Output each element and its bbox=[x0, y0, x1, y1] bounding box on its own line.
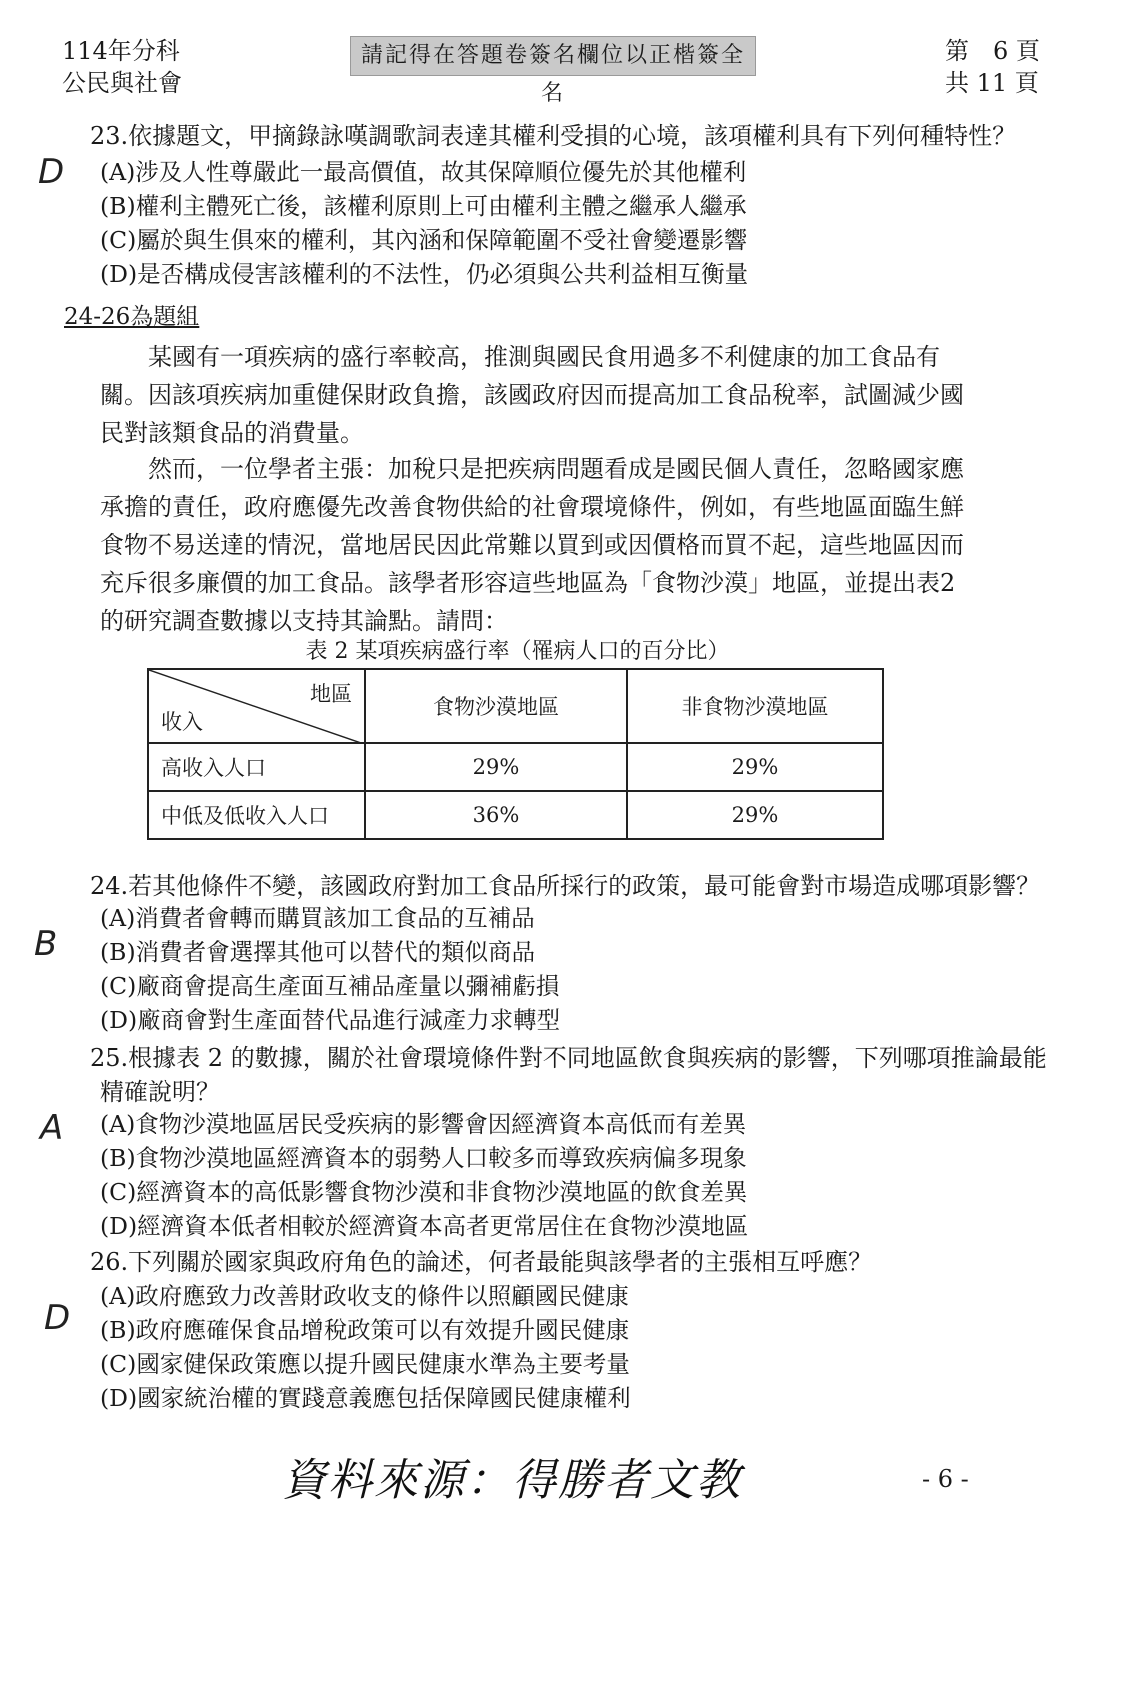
option-26-b: (B)政府應確保食品增稅政策可以有效提升國民健康 bbox=[100, 1316, 630, 1344]
handwritten-answer-24: B bbox=[34, 924, 58, 964]
option-25-b: (B)食物沙漠地區經濟資本的弱勢人口較多而導致疾病偏多現象 bbox=[100, 1144, 747, 1172]
option-26-d: (D)國家統治權的實踐意義應包括保障國民健康權利 bbox=[100, 1384, 631, 1412]
subject-name: 公民與社會 bbox=[62, 69, 182, 97]
row-label-low-income: 中低及低收入人口 bbox=[148, 791, 365, 839]
question-stem: 依據題文，甲摘錄詠嘆調歌詞表達其權利受損的心境，該項權利具有下列何種特性？ bbox=[128, 122, 1017, 150]
table-cell: 29% bbox=[365, 743, 627, 791]
option-23-b: (B)權利主體死亡後，該權利原則上可由權利主體之繼承人繼承 bbox=[100, 192, 747, 220]
table-caption: 表 2 某項疾病盛行率（罹病人口的百分比） bbox=[305, 639, 730, 664]
option-24-b: (B)消費者會選擇其他可以替代的類似商品 bbox=[100, 938, 536, 966]
corner-label-income: 收入 bbox=[161, 710, 203, 734]
question-25-stem-continued: 精確說明？ bbox=[100, 1078, 220, 1106]
table-row bbox=[148, 791, 883, 839]
option-23-a: (A)涉及人性尊嚴此一最高價值，故其保障順位優先於其他權利 bbox=[100, 158, 747, 186]
option-24-d: (D)廠商會對生產面替代品進行減產力求轉型 bbox=[100, 1006, 561, 1034]
option-25-d: (D)經濟資本低者相較於經濟資本高者更常居住在食物沙漠地區 bbox=[100, 1212, 749, 1240]
question-number: 24. bbox=[90, 872, 129, 900]
exam-year: 114年分科 bbox=[62, 37, 180, 65]
question-26 bbox=[90, 1244, 872, 1280]
handwritten-answer-25: A bbox=[40, 1108, 64, 1148]
question-number: 26. bbox=[90, 1248, 129, 1276]
question-stem: 下列關於國家與政府角色的論述，何者最能與該學者的主張相互呼應？ bbox=[128, 1248, 873, 1276]
column-header-food-desert: 食物沙漠地區 bbox=[365, 669, 627, 743]
page-total: 共 11 頁 bbox=[945, 69, 1039, 97]
option-23-d: (D)是否構成侵害該權利的不法性，仍必須與公共利益相互衡量 bbox=[100, 260, 749, 288]
column-header-non-food-desert: 非食物沙漠地區 bbox=[627, 669, 883, 743]
question-stem: 若其他條件不變，該國政府對加工食品所採行的政策，最可能會對市場造成哪項影響？ bbox=[128, 872, 1041, 900]
option-25-a: (A)食物沙漠地區居民受疾病的影響會因經濟資本高低而有差異 bbox=[100, 1110, 747, 1138]
handwritten-answer-26: D bbox=[44, 1298, 71, 1338]
table-cell: 29% bbox=[627, 791, 883, 839]
handwritten-source-note: 資料來源：得勝者文教 bbox=[282, 1455, 742, 1506]
question-stem: 根據表 2 的數據，關於社會環境條件對不同地區飲食與疾病的影響，下列哪項推論最能 bbox=[128, 1044, 1047, 1072]
option-24-a: (A)消費者會轉而購買該加工食品的互補品 bbox=[100, 904, 535, 932]
question-group-title: 24-26為題組 bbox=[64, 304, 200, 330]
corner-label-region: 地區 bbox=[310, 682, 352, 706]
question-24 bbox=[90, 868, 1040, 904]
option-26-a: (A)政府應致力改善財政收支的條件以照顧國民健康 bbox=[100, 1282, 629, 1310]
passage-paragraph-1: 某國有一項疾病的盛行率較高，推測與國民食用過多不利健康的加工食品有關。因該項疾病加重健保財政負擔，該國政府因而提高加工食品稅率，試圖減少國民對該類食品的消費量。 bbox=[100, 343, 964, 447]
table-header-row bbox=[148, 669, 883, 743]
handwritten-answer-23: D bbox=[38, 152, 65, 192]
signature-notice: 請記得在答題卷簽名欄位以正楷簽全名 bbox=[350, 36, 756, 76]
passage-paragraph-2: 然而，一位學者主張：加稅只是把疾病問題看成是國民個人責任，忽略國家應承擔的責任，政府應優先改善食物供給的社會環境條件，例如，有些地區面臨生鮮食物不易送達的情況，當地居民因此常難以買到或因價格而買不起，這些地區因而充斥很多廉價的加工食品。該學者形容這些地區為「食物沙漠」地區，並提出表2的研究調查數據以支持其論點。請問： bbox=[100, 455, 964, 635]
table-row bbox=[148, 743, 883, 791]
question-23 bbox=[90, 118, 1016, 154]
prevalence-table bbox=[147, 668, 884, 840]
row-label-high-income: 高收入人口 bbox=[148, 743, 365, 791]
table-corner-cell bbox=[148, 669, 365, 743]
page-number: - 6 - bbox=[922, 1465, 969, 1493]
question-number: 23. bbox=[90, 122, 129, 150]
page-current: 第 6 頁 bbox=[945, 37, 1040, 65]
question-number: 25. bbox=[90, 1044, 129, 1072]
option-24-c: (C)廠商會提高生產面互補品產量以彌補虧損 bbox=[100, 972, 560, 1000]
table-cell: 36% bbox=[365, 791, 627, 839]
table-cell: 29% bbox=[627, 743, 883, 791]
option-25-c: (C)經濟資本的高低影響食物沙漠和非食物沙漠地區的飲食差異 bbox=[100, 1178, 748, 1206]
option-26-c: (C)國家健保政策應以提升國民健康水準為主要考量 bbox=[100, 1350, 630, 1378]
option-23-c: (C)屬於與生俱來的權利，其內涵和保障範圍不受社會變遷影響 bbox=[100, 226, 748, 254]
question-25 bbox=[90, 1040, 1047, 1076]
